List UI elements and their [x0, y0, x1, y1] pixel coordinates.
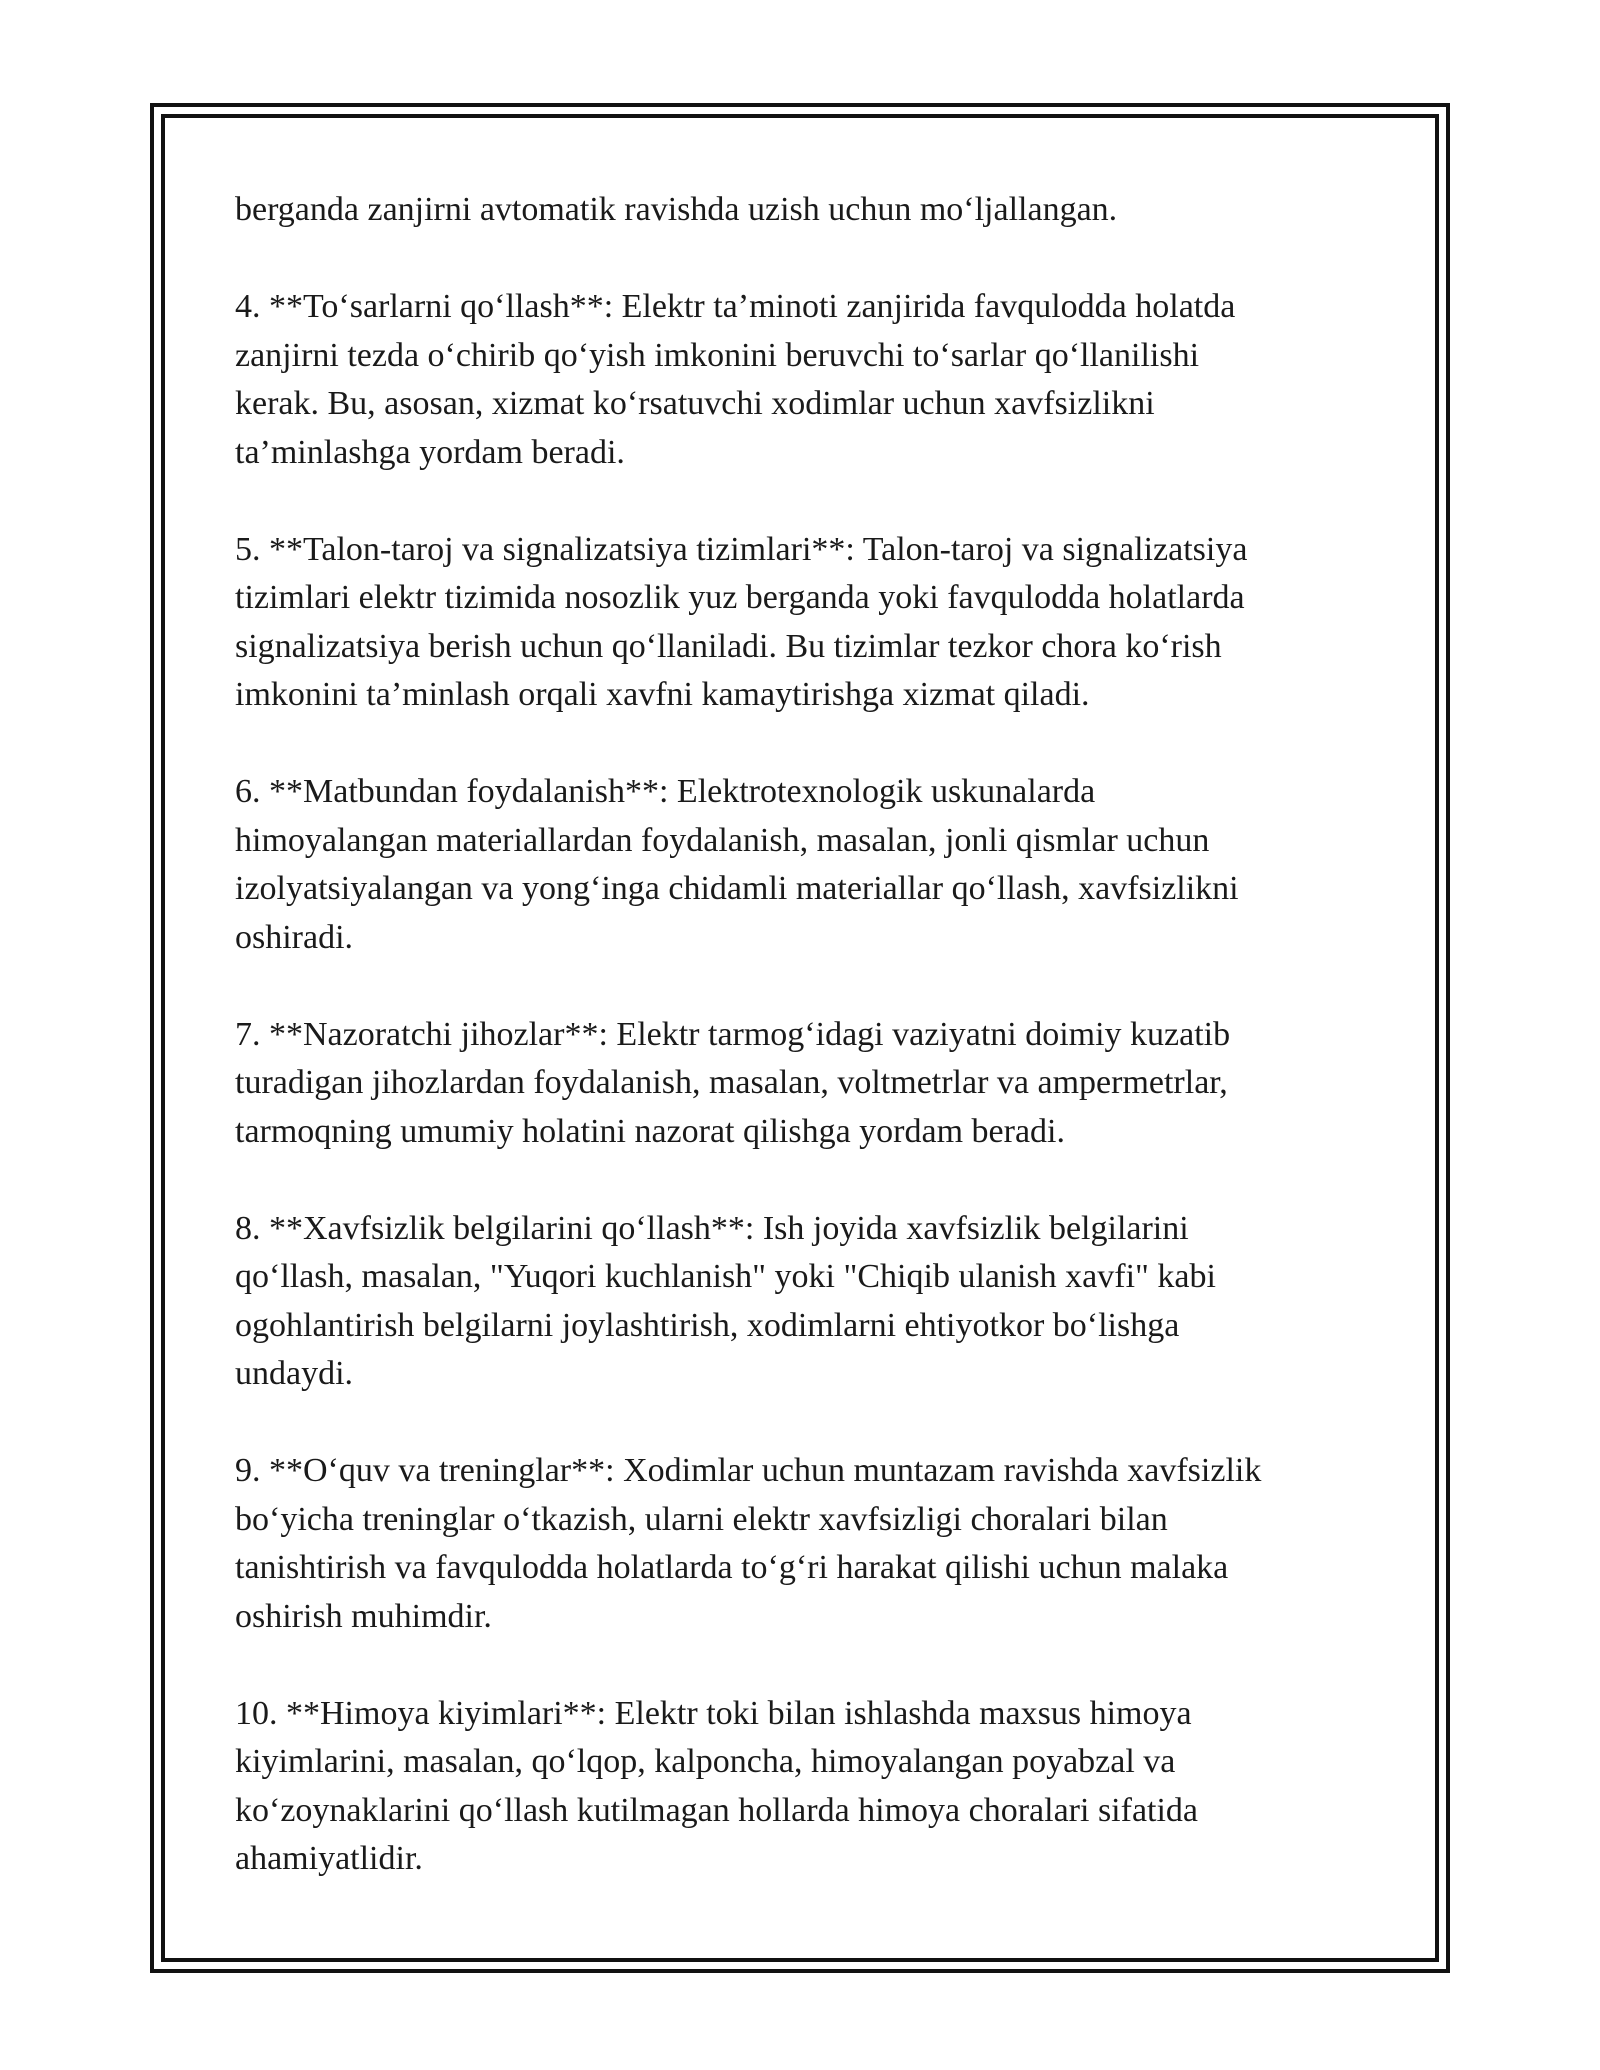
paragraph-item-10: 10. **Himoya kiyimlari**: Elektr toki bilan ishlashda maxsus himoya kiyimlarini, masalan, qo‘lqop, kalponcha, himoyalangan poyabzal va ko‘zoynaklarini qo‘llash kutilmagan hollarda himoya choralari sifatida ahamiyatlidir. [235, 1694, 1199, 1877]
paragraph-item-4: 4. **To‘sarlarni qo‘llash**: Elektr ta’minoti zanjirida favqulodda holatda zanjirni tezda o‘chirib qo‘yish imkonini beruvchi to‘sarlar qo‘llanilishi kerak. Bu, asosan, xizmat ko‘rsatuvchi xodimlar uchun xavfsizlikni ta’minlashga yordam beradi. [235, 288, 1236, 471]
document-body [235, 186, 1365, 1884]
paragraph-item-9: 9. **O‘quv va treninglar**: Xodimlar uchun muntazam ravishda xavfsizlik bo‘yicha treninglar o‘tkazish, ularni elektr xavfsizligi choralari bilan tanishtirish va favqulodda holatlarda to‘g‘ri harakat qilishi uchun malaka oshirish muhimdir. [235, 1452, 1262, 1635]
paragraph-item-8: 8. **Xavfsizlik belgilarini qo‘llash**: Ish joyida xavfsizlik belgilarini qo‘llash, masalan, "Yuqori kuchlanish" yoki "Chiqib ulanish xavfi" kabi ogohlantirish belgilarni joylashtirish, xodimlarni ehtiyotkor bo‘lishga undaydi. [235, 1209, 1216, 1392]
paragraph-item-7: 7. **Nazoratchi jihozlar**: Elektr tarmog‘idagi vaziyatni doimiy kuzatib turadigan jihozlardan foydalanish, masalan, voltmetrlar va ampermetrlar, tarmoqning umumiy holatini nazorat qilishga yordam beradi. [235, 1015, 1231, 1150]
paragraph-continuation: berganda zanjirni avtomatik ravishda uzish uchun mo‘ljallangan. [235, 191, 1118, 228]
paragraph-item-6: 6. **Matbundan foydalanish**: Elektrotexnologik uskunalarda himoyalangan materiallardan foydalanish, masalan, jonli qismlar uchun izolyatsiyalangan va yong‘inga chidamli materiallar qo‘llash, xavfsizlikni oshiradi. [235, 773, 1239, 956]
paragraph-item-5: 5. **Talon-taroj va signalizatsiya tizimlari**: Talon-taroj va signalizatsiya tizimlari elektr tizimida nosozlik yuz berganda yoki favqulodda holatlarda signalizatsiya berish uchun qo‘llaniladi. Bu tizimlar tezkor chora ko‘rish imkonini ta’minlash orqali xavfni kamaytirishga xizmat qiladi. [235, 530, 1248, 713]
